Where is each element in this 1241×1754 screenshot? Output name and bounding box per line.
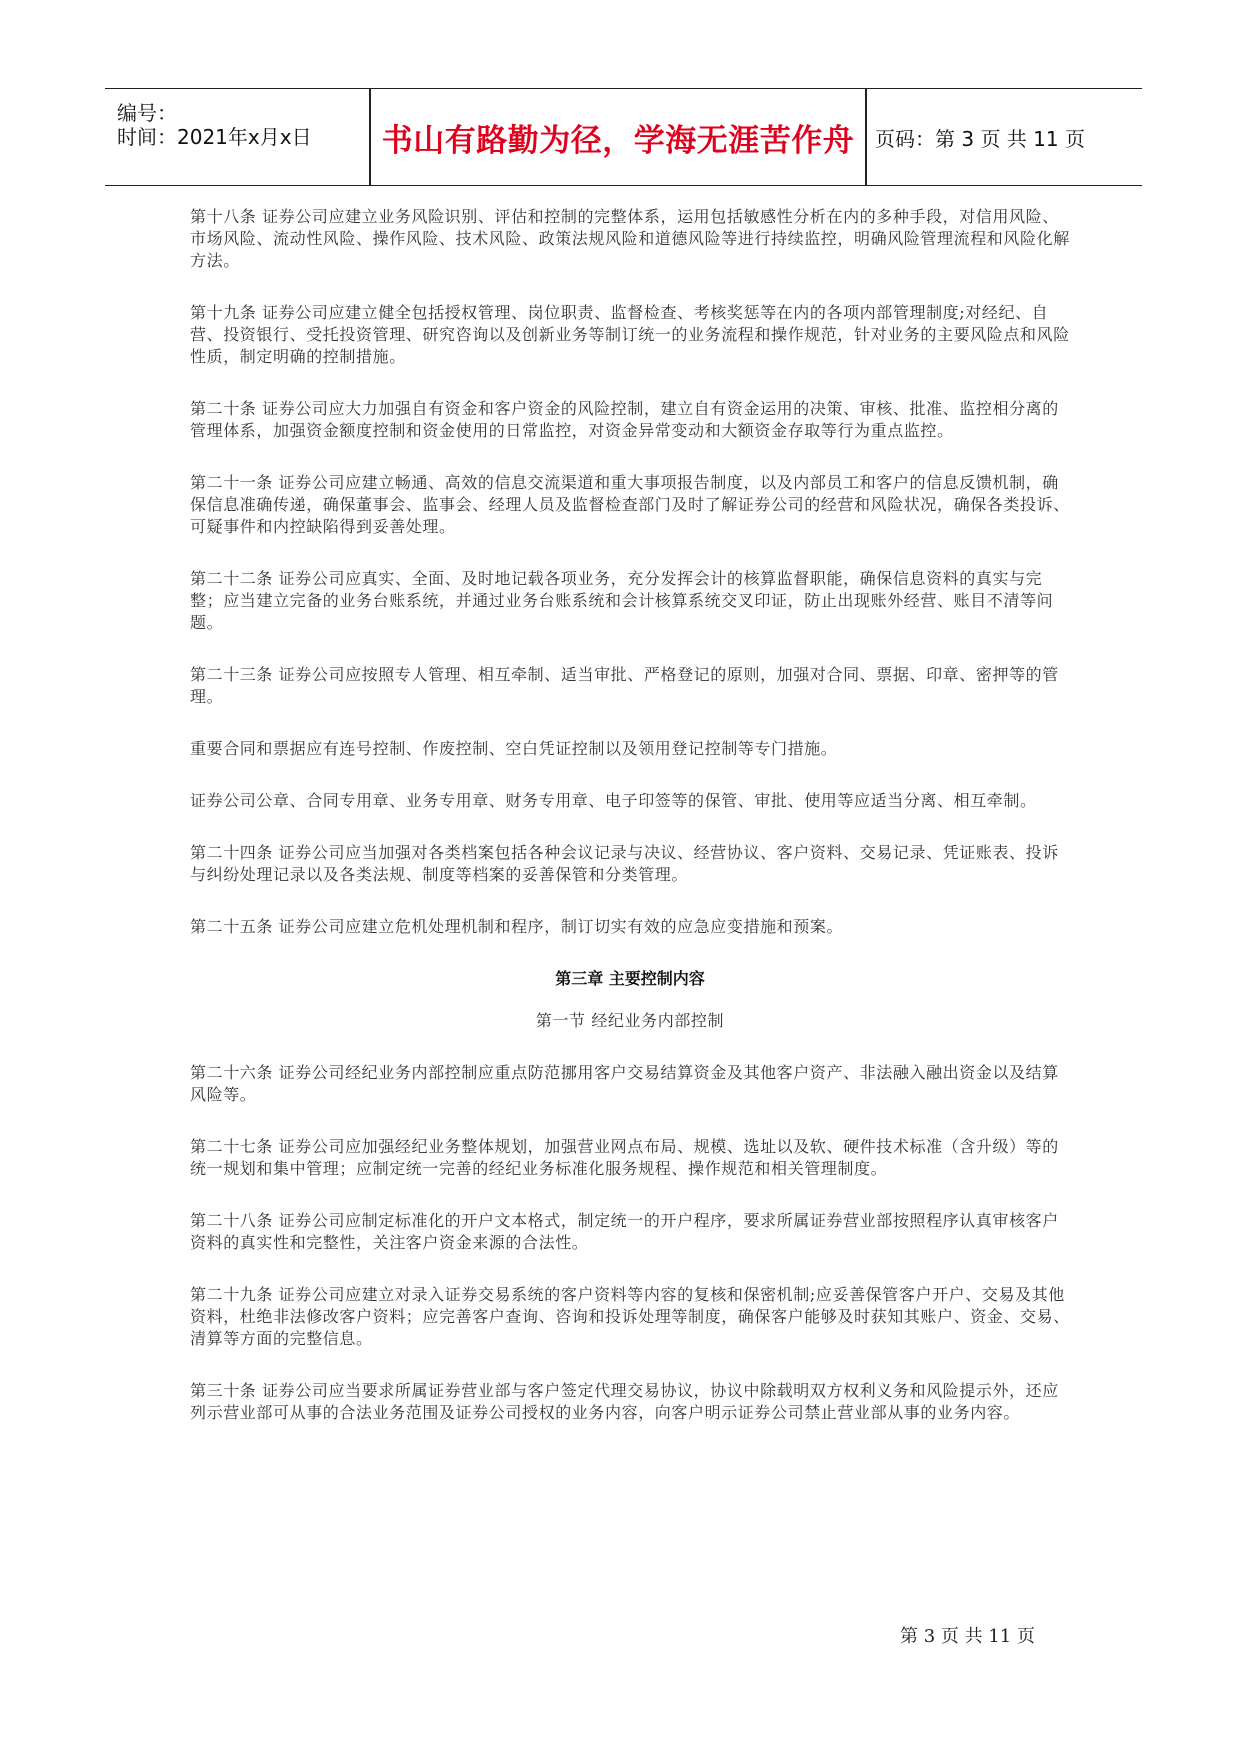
article-paragraph: 第二十七条 证券公司应加强经纪业务整体规划，加强营业网点布局、规模、选址以及软、硬件技术标准（含升级）等的统一规划和集中管理；应制定统一完善的经纪业务标准化服务规程、操作规范和相关管理制度。 xyxy=(190,1137,1059,1178)
header-motto-cell xyxy=(371,89,865,185)
time-label: 时间：2021年x月x日 xyxy=(117,125,312,149)
article-paragraph: 第二十一条 证券公司应建立畅通、高效的信息交流渠道和重大事项报告制度，以及内部员工和客户的信息反馈机制，确保信息准确传递，确保董事会、监事会、经理人员及监督检查部门及时了解证券公司的经营和风险状况，确保各类投诉、可疑事件和内控缺陷得到妥善处理。 xyxy=(190,473,1070,536)
article-paragraph: 重要合同和票据应有连号控制、作废控制、空白凭证控制以及领用登记控制等专门措施。 xyxy=(190,739,838,758)
article-paragraph: 第二十二条 证券公司应真实、全面、及时地记载各项业务，充分发挥会计的核算监督职能，确保信息资料的真实与完整；应当建立完备的业务台账系统，并通过业务台账系统和会计核算系统交叉印证，防止出现账外经营、账目不清等问题。 xyxy=(190,569,1054,632)
article-paragraph: 第二十九条 证券公司应建立对录入证券交易系统的客户资料等内容的复核和保密机制;应妥善保管客户开户、交易及其他资料，杜绝非法修改客户资料；应完善客户查询、咨询和投诉处理等制度，确保客户能够及时获知其账户、资金、交易、清算等方面的完整信息。 xyxy=(190,1285,1070,1348)
page-footer: 第 3 页 共 11 页 xyxy=(900,1626,1035,1647)
page-header xyxy=(105,88,1142,186)
article-paragraph: 第二十条 证券公司应大力加强自有资金和客户资金的风险控制，建立自有资金运用的决策、审核、批准、监控相分离的管理体系，加强资金额度控制和资金使用的日常监控，对资金异常变动和大额资金存取等行为重点监控。 xyxy=(190,399,1059,440)
article-paragraph: 第二十四条 证券公司应当加强对各类档案包括各种会议记录与决议、经营协议、客户资料、交易记录、凭证账表、投诉与纠纷处理记录以及各类法规、制度等档案的妥善保管和分类管理。 xyxy=(190,843,1059,884)
chapter-title: 第三章 主要控制内容 xyxy=(555,969,705,988)
article-paragraph: 第二十八条 证券公司应制定标准化的开户文本格式，制定统一的开户程序，要求所属证券营业部按照程序认真审核客户资料的真实性和完整性，关注客户资金来源的合法性。 xyxy=(190,1211,1059,1252)
header-meta xyxy=(117,89,362,185)
header-motto: 书山有路勤为径，学海无涯苦作舟 xyxy=(381,122,855,159)
article-paragraph: 第二十六条 证券公司经纪业务内部控制应重点防范挪用客户交易结算资金及其他客户资产、非法融入融出资金以及结算风险等。 xyxy=(190,1063,1059,1104)
header-page-cell xyxy=(875,89,1135,185)
header-divider xyxy=(865,89,867,185)
article-paragraph: 第二十五条 证券公司应建立危机处理机制和程序，制订切实有效的应急应变措施和预案。 xyxy=(190,917,844,936)
section-title: 第一节 经纪业务内部控制 xyxy=(535,1011,725,1030)
document-body xyxy=(190,206,1070,1424)
article-paragraph: 第十九条 证券公司应建立健全包括授权管理、岗位职责、监督检查、考核奖惩等在内的各项内部管理制度;对经纪、自营、投资银行、受托投资管理、研究咨询以及创新业务等制订统一的业务流程和操作规范，针对业务的主要风险点和风险性质，制定明确的控制措施。 xyxy=(190,303,1070,366)
article-paragraph: 证券公司公章、合同专用章、业务专用章、财务专用章、电子印签等的保管、审批、使用等应适当分离、相互牵制。 xyxy=(190,791,1037,810)
number-label: 编号： xyxy=(117,101,177,125)
article-paragraph: 第三十条 证券公司应当要求所属证券营业部与客户签定代理交易协议，协议中除载明双方权利义务和风险提示外，还应列示营业部可从事的合法业务范围及证券公司授权的业务内容，向客户明示证券公司禁止营业部从事的业务内容。 xyxy=(190,1381,1059,1422)
header-page-label: 页码：第 3 页 共 11 页 xyxy=(875,126,1085,151)
article-paragraph: 第二十三条 证券公司应按照专人管理、相互牵制、适当审批、严格登记的原则，加强对合同、票据、印章、密押等的管理。 xyxy=(190,665,1059,706)
article-paragraph: 第十八条 证券公司应建立业务风险识别、评估和控制的完整体系，运用包括敏感性分析在内的多种手段，对信用风险、市场风险、流动性风险、操作风险、技术风险、政策法规风险和道德风险等进行持续监控，明确风险管理流程和风险化解方法。 xyxy=(190,207,1070,270)
